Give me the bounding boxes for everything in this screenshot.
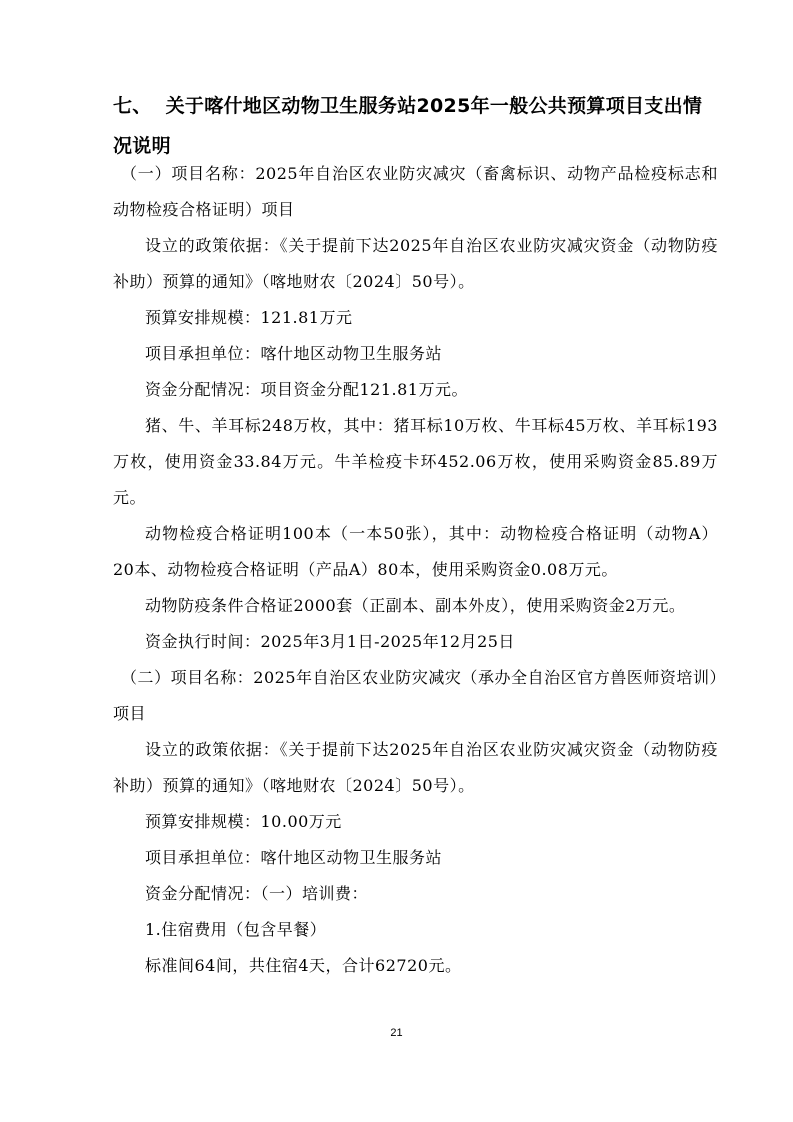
paragraph-budget-scale-1: 预算安排规模：121.81万元 (145, 308, 353, 327)
paragraph-epidemic-prevention-certificates: 动物防疫条件合格证2000套（正副本、副本外皮），使用采购资金2万元。 (145, 596, 686, 615)
paragraph-fund-allocation-2: 资金分配情况：（一）培训费： (145, 884, 369, 903)
paragraph-budget-scale-2: 预算安排规模：10.00万元 (145, 812, 342, 831)
paragraph-fund-allocation-1: 资金分配情况：项目资金分配121.81万元。 (145, 380, 468, 399)
section-heading (113, 86, 713, 166)
paragraph-quarantine-certificates: 动物检疫合格证明100本（一本50张），其中：动物检疫合格证明（动物A）20本、动物检疫合格证明（产品A）80本，使用采购资金0.08万元。 (113, 524, 718, 579)
paragraph-policy-basis-2: 设立的政策依据：《关于提前下达2025年自治区农业防灾减灾资金（动物防疫补助）预算的通知》（喀地财农〔2024〕50号）。 (113, 740, 718, 795)
section-number: 七、 (113, 95, 152, 117)
body-text (113, 156, 718, 984)
paragraph-project-2-name: （二）项目名称：2025年自治区农业防灾减灾（承办全自治区官方兽医师资培训）项目 (113, 668, 718, 723)
paragraph-undertaking-unit-1: 项目承担单位：喀什地区动物卫生服务站 (145, 344, 443, 363)
paragraph-project-1-name: （一）项目名称：2025年自治区农业防灾减灾（畜禽标识、动物产品检疫标志和动物检疫合格证明）项目 (113, 164, 718, 219)
paragraph-undertaking-unit-2: 项目承担单位：喀什地区动物卫生服务站 (145, 848, 443, 867)
paragraph-standard-rooms: 标准间64间，共住宿4天，合计62720元。 (145, 956, 462, 975)
paragraph-accommodation-fees: 1.住宿费用（包含早餐） (145, 920, 327, 939)
paragraph-policy-basis-1: 设立的政策依据：《关于提前下达2025年自治区农业防灾减灾资金（动物防疫补助）预算的通知》（喀地财农〔2024〕50号）。 (113, 236, 718, 291)
page-number: 21 (390, 1027, 403, 1039)
section-title: 关于喀什地区动物卫生服务站2025年一般公共预算项目支出情况说明 (113, 95, 703, 157)
paragraph-ear-tags: 猪、牛、羊耳标248万枚，其中：猪耳标10万枚、牛耳标45万枚、羊耳标193万枚，使用资金33.84万元。牛羊检疫卡环452.06万枚，使用采购资金85.89万元。 (113, 416, 718, 507)
paragraph-execution-time-1: 资金执行时间：2025年3月1日-2025年12月25日 (145, 632, 515, 651)
